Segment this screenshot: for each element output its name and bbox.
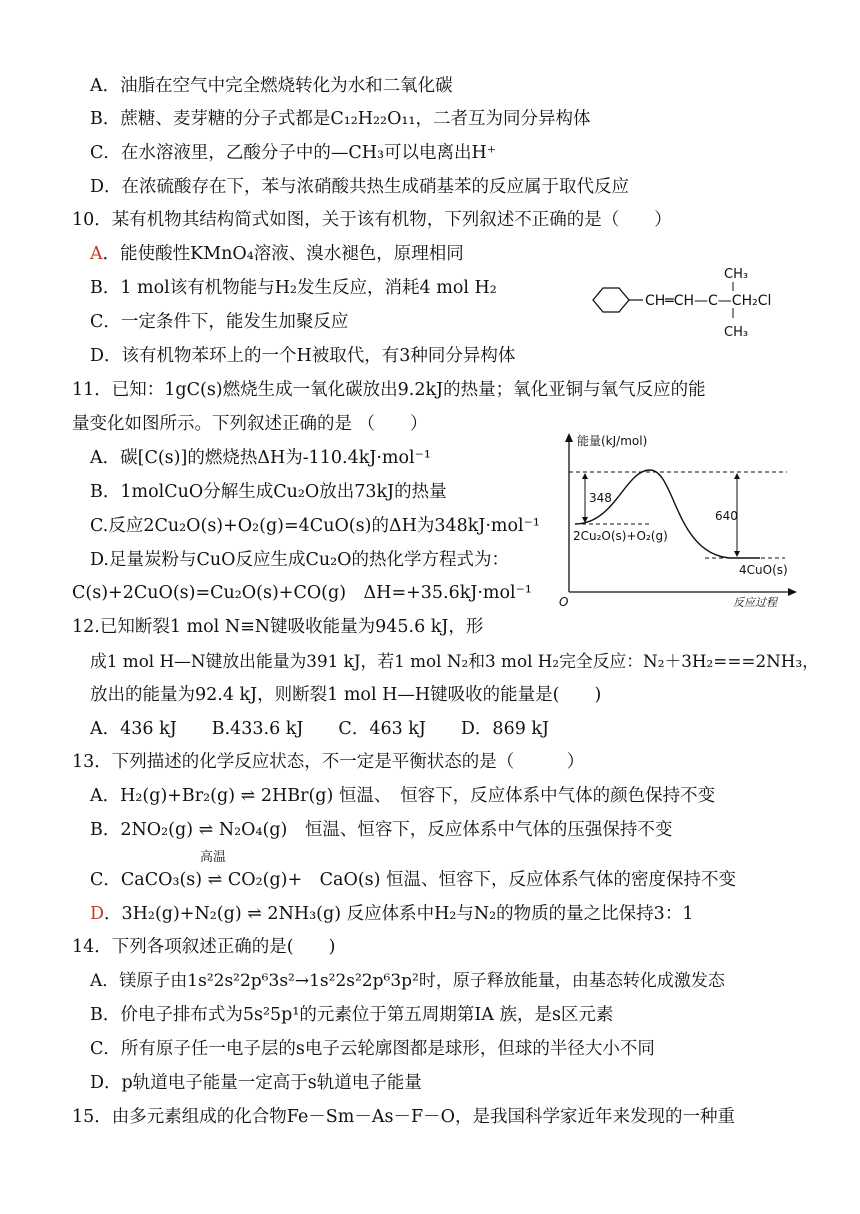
q9-option-a: A．油脂在空气中完全燃烧转化为水和二氧化碳 — [90, 76, 453, 96]
q12-line1: 12.已知断裂1 mol N≡N键吸收能量为945.6 kJ，形 — [72, 617, 484, 637]
origin-label: O — [559, 595, 569, 609]
energy-diagram — [555, 430, 805, 610]
x-axis-label: 反应过程 — [733, 596, 777, 609]
q11-option-d-line1: D.足量炭粉与CuO反应生成Cu₂O的热化学方程式为： — [90, 550, 509, 570]
q13-condition-label: 高温 — [200, 850, 227, 865]
structural-formula — [585, 258, 815, 348]
q11-option-c: C.反应2Cu₂O(s)+O₂(g)=4CuO(s)的ΔH为348kJ·mol⁻¹ — [90, 516, 540, 536]
reactants-label: 2Cu₂O(s)+O₂(g) — [573, 529, 668, 543]
q11-option-b: B．1molCuO分解生成Cu₂O放出73kJ的热量 — [90, 482, 447, 502]
q9-option-c: C．在水溶液里，乙酸分子中的—CH₃可以电离出H⁺ — [90, 143, 497, 163]
q9-option-b: B．蔗糖、麦芽糖的分子式都是C₁₂H₂₂O₁₁，二者互为同分异构体 — [90, 109, 591, 129]
q12-options: A．436 kJ B.433.6 kJ C．463 kJ D．869 kJ — [90, 719, 550, 739]
q10-option-b: B．1 mol该有机物能与H₂发生反应，消耗4 mol H₂ — [90, 278, 497, 298]
q10-option-a — [90, 242, 464, 266]
q14-option-b: B．价电子排布式为5s²5p¹的元素位于第五周期第ⅠA 族，是s区元素 — [90, 1005, 614, 1025]
q11-option-d-line2: C(s)+2CuO(s)=Cu₂O(s)+CO(g) ΔH=+35.6kJ·mol⁻¹ — [72, 583, 532, 603]
products-label: 4CuO(s) — [739, 563, 788, 577]
q14-option-a: A．镁原子由1s²2s²2p⁶3s²→1s²2s²2p⁶3p²时，原子释放能量，由基态转化成激发态 — [90, 971, 725, 991]
q10-option-d: D．该有机物苯环上的一个H被取代，有3种同分异构体 — [90, 346, 516, 366]
q13-option-d — [90, 902, 693, 926]
q13-option-d-text: ．3H₂(g)+N₂(g) ⇌ 2NH₃(g) 反应体系中H₂与N₂的物质的量之比保持3：1 — [104, 904, 694, 924]
q13-stem: 13．下列描述的化学反应状态，不一定是平衡状态的是（ ） — [72, 752, 585, 772]
delta-label: 640 — [715, 509, 738, 523]
q11-stem-line2: 量变化如图所示。下列叙述正确的是 （ ） — [72, 414, 428, 434]
q10-option-c: C．一定条件下，能发生加聚反应 — [90, 312, 349, 332]
q12-line2: 成1 mol H—N键放出能量为391 kJ，若1 mol N₂和3 mol H₂完全反应：N₂＋3H₂===2NH₃， — [90, 651, 819, 671]
activation-label: 348 — [589, 491, 612, 505]
structure-methyl-top: CH₃ — [724, 267, 749, 282]
q10-option-a-letter: A — [90, 244, 103, 264]
q14-stem: 14．下列各项叙述正确的是( ) — [72, 937, 336, 957]
q14-option-c: C．所有原子任一电子层的s电子云轮廓图都是球形，但球的半径大小不同 — [90, 1039, 655, 1059]
q12-line3: 放出的能量为92.4 kJ，则断裂1 mol H—H键吸收的能量是( ) — [90, 685, 602, 705]
structure-chain: CH═CH—C—CH₂Cl — [645, 293, 772, 309]
y-axis-label: 能量(kJ/mol) — [577, 434, 648, 448]
benzene-ring-icon — [593, 288, 629, 312]
structure-methyl-bottom: CH₃ — [724, 325, 749, 340]
q13-option-b: B．2NO₂(g) ⇌ N₂O₄(g) 恒温、恒容下，反应体系中气体的压强保持不变 — [90, 820, 673, 840]
q10-option-a-text: ．能使酸性KMnO₄溶液、溴水褪色，原理相同 — [102, 244, 464, 264]
q13-option-d-letter: D — [90, 904, 105, 924]
q10-stem: 10．某有机物其结构简式如图，关于该有机物，下列叙述不正确的是（ ） — [72, 210, 672, 230]
x-axis-arrow-icon — [788, 588, 797, 596]
q11-option-a: A．碳[C(s)]的燃烧热ΔH为-110.4kJ·mol⁻¹ — [90, 448, 431, 468]
q14-option-d: D．p轨道电子能量一定高于s轨道电子能量 — [90, 1073, 422, 1093]
q15-stem: 15．由多元素组成的化合物Fe－Sm－As－F－O，是我国科学家近年来发现的一种重 — [72, 1107, 735, 1127]
q9-option-d: D．在浓硫酸存在下，苯与浓硝酸共热生成硝基苯的反应属于取代反应 — [90, 177, 630, 197]
y-axis-arrow-icon — [565, 433, 573, 442]
q11-stem-line1: 11．已知：1gC(s)燃烧生成一氧化碳放出9.2kJ的热量；氧化亚铜与氧气反应的能 — [72, 380, 706, 400]
q13-option-c: C．CaCO₃(s) ⇌ CO₂(g)+ CaO(s) 恒温、恒容下，反应体系气体的密度保持不变 — [90, 870, 737, 890]
q13-option-a: A．H₂(g)+Br₂(g) ⇌ 2HBr(g) 恒温、 恒容下，反应体系中气体的颜色保持不变 — [90, 786, 716, 806]
